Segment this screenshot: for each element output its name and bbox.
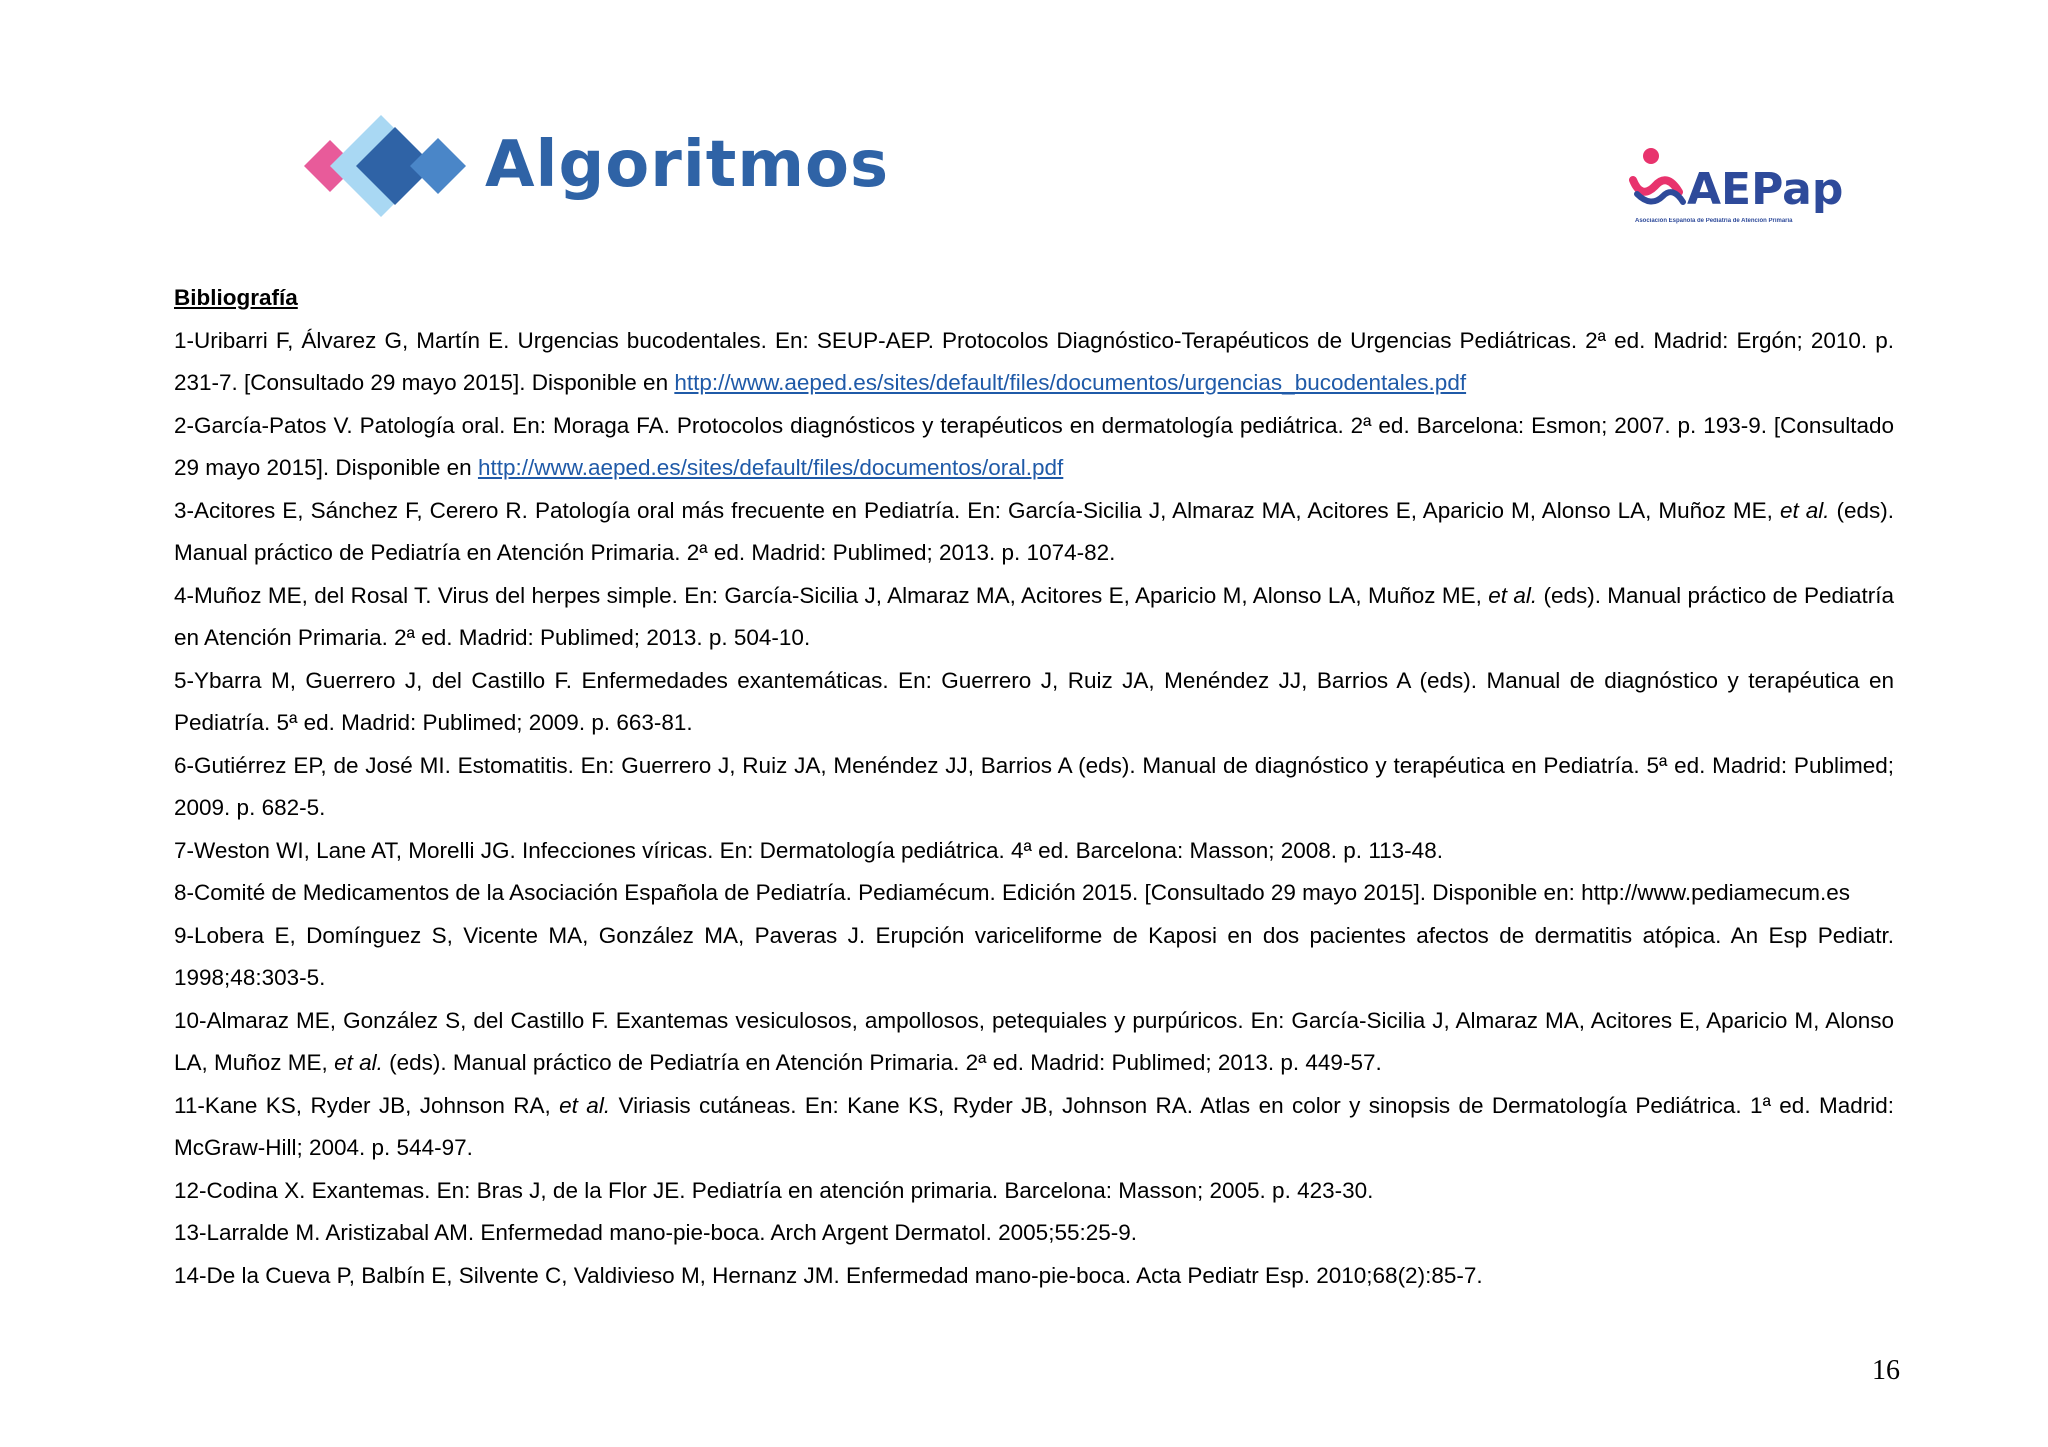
aepap-tagline: Asociación Española de Pediatría de Atención Primaria <box>1635 218 1793 224</box>
algoritmos-wordmark: Algoritmos <box>485 128 890 202</box>
reference-item: 4-Muñoz ME, del Rosal T. Virus del herpes simple. En: García-Sicilia J, Almaraz MA, Acitores E, Aparicio M, Alonso LA, Muñoz ME, et al. (eds). Manual práctico de Pediatría en Atención Primaria. 2ª ed. Madrid: Publimed; 2013. p. 504-10. <box>174 582 1895 650</box>
reference-item: 8-Comité de Medicamentos de la Asociación Española de Pediatría. Pediamécum. Edición 2015. [Consultado 29 mayo 2015]. Disponible en: http://www.pediamecum.es <box>174 880 1850 905</box>
reference-item: 12-Codina X. Exantemas. En: Bras J, de la Flor JE. Pediatría en atención primaria. Barcelona: Masson; 2005. p. 423-30. <box>174 1177 1374 1203</box>
diamonds-logo-icon <box>280 108 490 224</box>
bibliography-heading: Bibliografía <box>174 285 298 310</box>
reference-item: 7-Weston WI, Lane AT, Morelli JG. Infecciones víricas. En: Dermatología pediátrica. 4ª ed. Barcelona: Masson; 2008. p. 113-48. <box>174 837 1443 863</box>
reference-link[interactable]: http://www.aeped.es/sites/default/files/documentos/oral.pdf <box>477 455 1064 480</box>
reference-item: 5-Ybarra M, Guerrero J, del Castillo F. Enfermedades exantemáticas. En: Guerrero J, Ruiz JA, Menéndez JJ, Barrios A (eds). Manual de diagnóstico y terapéutica en Pediatría. 5ª ed. Madrid: Publimed; 2009. p. 663-81. <box>174 667 1894 735</box>
reference-item: 10-Almaraz ME, González S, del Castillo F. Exantemas vesiculosos, ampollosos, petequiales y purpúricos. En: García-Sicilia J, Almaraz MA, Acitores E, Aparicio M, Alonso LA, Muñoz ME, et al. (eds). Manual práctico de Pediatría en Atención Primaria. 2ª ed. Madrid: Publimed; 2013. p. 449-57. <box>174 1007 1894 1075</box>
reference-item: 13-Larralde M. Aristizabal AM. Enfermedad mano-pie-boca. Arch Argent Dermatol. 2005;55:25-9. <box>174 1220 1138 1245</box>
reference-item: 3-Acitores E, Sánchez F, Cerero R. Patología oral más frecuente en Pediatría. En: García-Sicilia J, Almaraz MA, Acitores E, Aparicio M, Alonso LA, Muñoz ME, et al. (eds). Manual práctico de Pediatría en Atención Primaria. 2ª ed. Madrid: Publimed; 2013. p. 1074-82. <box>174 497 1895 565</box>
bibliography-section <box>174 277 1894 1297</box>
reference-item: 9-Lobera E, Domínguez S, Vicente MA, González MA, Paveras J. Erupción variceliforme de Kaposi en dos pacientes afectos de dermatitis atópica. An Esp Pediatr. 1998;48:303-5. <box>174 922 1894 990</box>
reference-item: 14-De la Cueva P, Balbín E, Silvente C, Valdivieso M, Hernanz JM. Enfermedad mano-pie-boca. Acta Pediatr Esp. 2010;68(2):85-7. <box>174 1262 1483 1288</box>
page-number: 16 <box>1872 1355 1900 1386</box>
reference-item: 6-Gutiérrez EP, de José MI. Estomatitis. En: Guerrero J, Ruiz JA, Menéndez JJ, Barrios A (eds). Manual de diagnóstico y terapéutica en Pediatría. 5ª ed. Madrid: Publimed; 2009. p. 682-5. <box>174 752 1894 820</box>
algoritmos-logo <box>280 108 900 224</box>
reference-item: 1-Uribarri F, Álvarez G, Martín E. Urgencias bucodentales. En: SEUP-AEP. Protocolos Diagnóstico-Terapéuticos de Urgencias Pediátricas. 2ª ed. Madrid: Ergón; 2010. p. 231-7. [Consultado 29 mayo 2015]. Disponible en http://www.aeped.es/sites/default/files/documentos/urgencias_bucodentales.pdf <box>174 327 1894 395</box>
aepap-wordmark: AEPap <box>1687 164 1844 215</box>
aepap-figure-icon <box>1627 138 1691 218</box>
reference-item: 11-Kane KS, Ryder JB, Johnson RA, et al. Viriasis cutáneas. En: Kane KS, Ryder JB, Johnson RA. Atlas en color y sinopsis de Dermatología Pediátrica. 1ª ed. Madrid: McGraw-Hill; 2004. p. 544-97. <box>174 1092 1894 1160</box>
reference-link[interactable]: http://www.aeped.es/sites/default/files/documentos/urgencias_bucodentales.pdf <box>674 370 1467 395</box>
aepap-logo <box>1627 138 1867 228</box>
reference-item: 2-García-Patos V. Patología oral. En: Moraga FA. Protocolos diagnósticos y terapéuticos en dermatología pediátrica. 2ª ed. Barcelona: Esmon; 2007. p. 193-9. [Consultado 29 mayo 2015]. Disponible en http://www.aeped.es/sites/default/files/documentos/oral.pdf <box>174 412 1894 480</box>
